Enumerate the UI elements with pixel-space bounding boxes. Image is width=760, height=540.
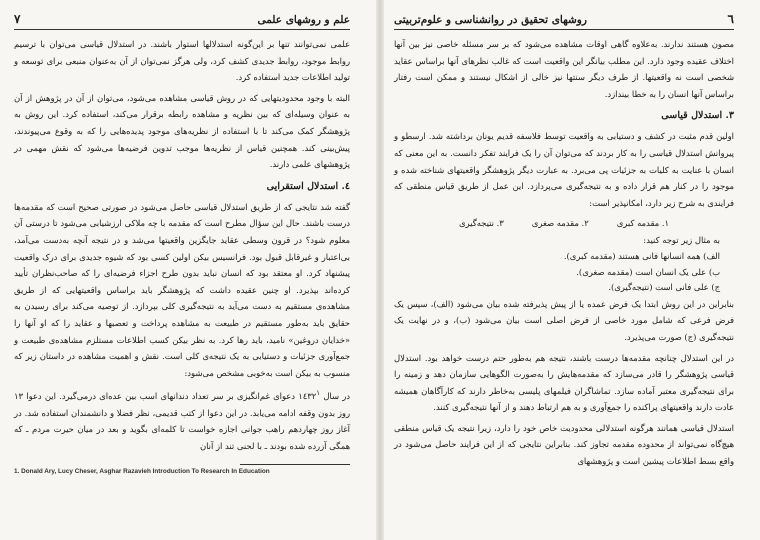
page-number: ٦	[727, 12, 734, 26]
paragraph: علمی نمی‌توانند تنها بر این‌گونه استدلالها استوار باشند. در استدلال قیاسی می‌توان با ترسیم روابط موجود، روابط جدیدی کشف کرد، ولی هرگز نمی‌توان از آن به‌عنوان منبعی برای توسعه و تولید اطلاعات جدید استفاده کرد.	[14, 39, 350, 83]
paragraph: گفته شد نتایجی که از طریق استدلال قیاسی حاصل می‌شود در صورتی صحیح است که مقدمه‌ها درست باشند. حال این سؤال مطرح است که مقدمه با چه ملاکی ارزشیابی می‌شود تا درستی آن معلوم شود؟ در قرون وسطی عقاید جایگزین واقعیتها می‌شد و در نتیجه آنچه به‌دست می‌آمد، بی‌اعتبار و غیرقابل قبول بود. فرانسیس بیکن اولین کسی بود که شیوه جدیدی برای درک واقعیت پیشنهاد کرد. او معتقد بود که انسان نباید بدون طرح اجزاء فرضیه‌ای را که صاحب‌نظران تأیید کرده‌اند بپذیرد. او چنین عقیده داشت که پژوهشگر باید براساس واقعیتهایی که از طریق مشاهده‌ی مستقیم به دست می‌آید به نتیجه‌گیری کلی بپردازد. از توصیه می‌کند برای رسیدن به حقایق باید به‌طور مستقیم در طبیعت به مشاهده پرداخت و تعصبها و عقاید را که او آنها را «خدایان دروغین» نامید، باید رها کرد. به نظر بیکن کسب اطلاعات مستلزم مشاهده‌ی طبیعت و جمع‌آوری جزئیات و دستیابی به یک نتیجه‌ی کلی است. نقش و اهمیت مشاهده در داستان زیر که منسوب به بیکن است به‌خوبی مشخص می‌شود:	[14, 201, 350, 378]
footnote-marker: ۱	[316, 389, 321, 398]
example-line: ب) علی یک انسان است (مقدمه صغری).	[576, 266, 720, 277]
term-minor-premise: ۲. مقدمه صغری	[531, 218, 589, 229]
example-intro: به مثال زیر توجه کنید:	[643, 235, 720, 246]
page-right	[380, 0, 760, 540]
paragraph	[14, 385, 350, 454]
running-head: روشهای تحقیق در روانشناسی و علوم‌تربیتی	[394, 14, 587, 26]
section-heading: ٤. استدلال استقرایی	[266, 180, 350, 192]
syllogism-terms	[394, 215, 734, 231]
paragraph: البته با وجود محدودیتهایی که در روش قیاسی مشاهده می‌شود، می‌توان از آن در پژوهش از آن به عنوان وسیله‌ای که بین نظریه و مشاهده رابطه برقرار می‌کند، استفاده کرد. این روش به پژوهشگر کمک می‌کند تا با استفاده از نظریه‌های موجود پدیده‌هایی را که به وقوع می‌پیوندند، پیش‌بینی کند. همچنین قیاس از نظریه‌ها موجب تدوین فرضیه‌ها می‌شود که نقش مهمی در پژوهشهای علمی دارند.	[14, 92, 350, 170]
term-conclusion: ۳. نتیجه‌گیری	[459, 218, 504, 229]
paragraph: مصون هستند ندارند. به‌علاوه گاهی اوقات مشاهده می‌شود که بر سر مسئله خاصی نیز بین آنها اختلاف عقیده وجود دارد. این مطلب بیانگر این واقعیت است که غالب نظرهای آنها براساس عقاید شخصی است نه واقعیتها. از طرف دیگر سنتها نیز خالی از اشکال نیستند و ممکن است رفتار براساس آنها انسان را به خطا بیندازد.	[394, 39, 734, 99]
paragraph: در این استدلال چنانچه مقدمه‌ها درست باشند، نتیجه هم به‌طور حتم درست خواهد بود. استدلال قیاسی پژوهشگر را قادر می‌سازد که مقدمه‌هایش را به‌صورت الگوهایی سازمان دهد و زمینه را برای نتیجه‌گیری معتبر آماده سازد. تماشاگران فیلمهای پلیسی به‌خاطر دارند که کارآگاهان همیشه عادت دارند واقعیتهای پراکنده را جمع‌آوری و به هم ارتباط دهند و از آنها نتیجه‌گیری کنند.	[394, 352, 734, 413]
running-head: علم و روشهای علمی	[257, 14, 350, 26]
paragraph: بنابراین در این روش ابتدا یک فرض عمده یا از پیش پذیرفته شده بیان می‌شود (الف)، سپس یک فرض فرعی که شامل مورد خاصی از فرض اصلی است بیان می‌شود (ب)، و در نهایت یک نتیجه‌گیری (ج) صورت می‌پذیرد.	[394, 298, 734, 342]
page-header	[394, 12, 734, 30]
paragraph: استدلال قیاسی همانند هرگونه استدلالی محدودیت خاص خود را دارد، زیرا نتیجه یک قیاس منطقی هیچ‌گاه نمی‌تواند از محدوده مقدمه تجاوز کند. بنابراین نتایجی که از این فرایند حاصل می‌شود در واقع بسط اطلاعات پیشین است و پژوهشهای	[394, 422, 734, 467]
footnote: 1. Donald Ary, Lucy Cheser, Asghar Razavieh Introduction To Research In Education	[14, 468, 270, 476]
footnote-rule	[240, 464, 350, 465]
section-heading: ۳. استدلال قیاسی	[661, 110, 734, 122]
example-line: الف) همه انسانها فانی هستند (مقدمه کبری).	[563, 250, 720, 261]
page-number: ۷	[14, 12, 21, 26]
term-major-premise: ۱. مقدمه کبری	[616, 218, 669, 229]
page-header	[14, 12, 350, 30]
example-line: ج) علی فانی است (نتیجه‌گیری).	[608, 282, 720, 293]
paragraph: اولین قدم مثبت در کشف و دستیابی به واقعیت توسط فلاسفه قدیم یونان برداشته شد. ارسطو و پیروانش استدلال قیاسی را به کار بردند که می‌توان آن را یک فرایند تفکر دانست. به این معنی که انسان با عنایت به کلیات به جزئیات پی می‌برد. به عبارت دیگر پژوهشگر واقعیتهای شناخته شده و موجود را در کنار هم قرار داده و به نتیجه‌گیری می‌پردازد. این عمل از طریق قیاس منطقی که فرایندی به شرح زیر دارد، امکانپذیر است:	[394, 131, 734, 208]
paragraph-text: در سال ۱٤۳۲	[298, 391, 350, 402]
paragraph-text: دعوای غم‌انگیزی بر سر تعداد دندانهای اسب بین عده‌ای درمی‌گیرد. این دعوا ۱۳ روز بدون وقفه ادامه می‌یابد. در این دعوا از کتب قدیمی، نظر فضلا و دانشمندان استفاده شد. در آغاز روز چهاردهم راهب جوانی اجازه خواست تا کلمه‌ای بگوید و بعد در میان حیرت مردم ـ که همگی آزرده شده بودند ـ با لحنی تند از آنان	[14, 391, 350, 451]
